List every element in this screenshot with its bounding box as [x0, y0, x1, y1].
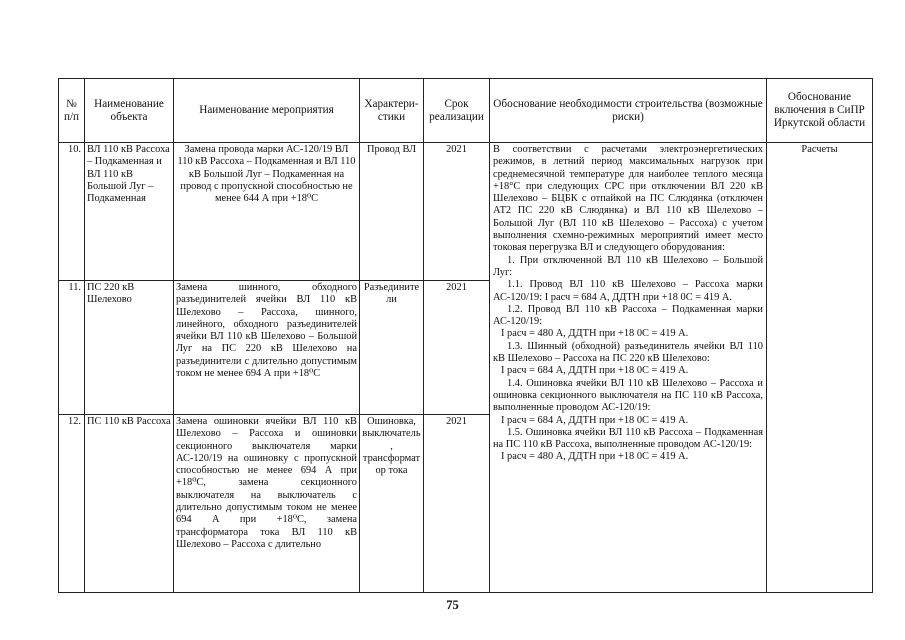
row-object: ПС 220 кВ Шелехово [85, 281, 174, 415]
table-row [59, 143, 873, 281]
basis-paragraph: В соответствии с расчетами электроэнергетических режимов, в летний период максимальных нагрузок при среднемесячной температуре для наиболее теплого месяца +18°С при следующих СРС при отключении ВЛ 220 кВ Шелехово – БЦБК с отпайкой на ПС Слюдянка (отключен АТ2 ПС 220 кВ Слюдянка) и ВЛ 110 кВ Шелехово – Большой Луг (ВЛ 110 кВ Шелехово – Рассоха) с учетом выполнения схемно-режимных мероприятий имеет место токовая перегрузка ВЛ и следующего оборудования: [493, 144, 763, 254]
header-term: Срок реализации [424, 79, 490, 143]
row-term: 2021 [424, 281, 490, 415]
header-inclusion: Обоснование включения в СиПР Иркутской области [767, 79, 873, 143]
header-object: Наименование объекта [85, 79, 174, 143]
row-characteristics: Ошиновка, выключатель , трансформат ор тока [360, 415, 424, 593]
row-inclusion: Расчеты [767, 143, 873, 593]
row-term: 2021 [424, 415, 490, 593]
basis-paragraph: 1.1. Провод ВЛ 110 кВ Шелехово – Рассоха марки АС-120/19: I расч = 684 А, ДДТН при +18 0С = 419 А. [493, 279, 763, 303]
header-measure: Наименование мероприятия [174, 79, 360, 143]
basis-paragraph: I расч = 684 А, ДДТН при +18 0С = 419 А. [501, 414, 689, 426]
row-characteristics: Провод ВЛ [360, 143, 424, 281]
basis-paragraph: 1. При отключенной ВЛ 110 кВ Шелехово – Большой Луг: [493, 254, 763, 278]
basis-text [493, 144, 763, 464]
basis-paragraph: 1.3. Шинный (обходной) разъединитель ячейки ВЛ 110 кВ Шелехово – Рассоха на ПС 220 кВ Шелехово: [493, 340, 763, 365]
table-header-row [59, 79, 873, 143]
basis-paragraph: 1.5. Ошиновка ячейки ВЛ 110 кВ Рассоха – Подкаменная на ПС 110 кВ Рассоха, выполненные проводом АС-120/19: [493, 426, 763, 451]
row-measure: Замена провода марки АС-120/19 ВЛ 110 кВ Рассоха – Подкаменная и ВЛ 110 кВ Большой Луг – Подкаменная на провод с пропускной способностью не менее 644 А при +18⁰С [174, 143, 360, 281]
basis-paragraph: 1.2. Провод ВЛ 110 кВ Рассоха – Подкаменная марки АС-120/19: [493, 303, 763, 328]
basis-paragraph: I расч = 480 А, ДДТН при +18 0С = 419 А. [501, 451, 689, 463]
row-object: ВЛ 110 кВ Рассоха – Подкаменная и ВЛ 110 кВ Большой Луг – Подкаменная [85, 143, 174, 281]
header-basis: Обоснование необходимости строительства (возможные риски) [490, 79, 767, 143]
basis-paragraph: I расч = 480 А, ДДТН при +18 0С = 419 А. [501, 328, 689, 340]
row-characteristics: Разъедините ли [360, 281, 424, 415]
row-number: 12. [59, 415, 85, 593]
row-number: 11. [59, 281, 85, 415]
measures-table [58, 78, 873, 593]
row-object: ПС 110 кВ Рассоха [85, 415, 174, 593]
row-measure: Замена ошиновки ячейки ВЛ 110 кВ Шелехово – Рассоха и ошиновки секционного выключателя марки АС-120/19 на ошиновку с пропускной способностью не менее 694 А при +18⁰С, замена секционного выключателя на выключатель с длительно допустимым током не менее 694 А при +18⁰С, замена трансформатора тока ВЛ 110 кВ Шелехово – Рассоха с длительно [174, 415, 360, 593]
row-measure: Замена шинного, обходного разъединителей ячейки ВЛ 110 кВ Шелехово – Рассоха, шинного, линейного, обходного разъединителей ячейки ВЛ 110 кВ Шелехово – Большой Луг на ПС 220 кВ Шелехово на разъединители с длительно допустимым током не менее 694 А при +18⁰С [174, 281, 360, 415]
header-num: № п/п [59, 79, 85, 143]
page-number: 75 [446, 598, 459, 612]
row-number: 10. [59, 143, 85, 281]
basis-paragraph: I расч = 684 А, ДДТН при +18 0С = 419 А. [501, 365, 689, 377]
header-characteristics: Характери-стики [360, 79, 424, 143]
basis-paragraph: 1.4. Ошиновка ячейки ВЛ 110 кВ Шелехово – Рассоха и ошиновка секционного выключателя на ПС 110 кВ Рассоха, выполненные проводом АС-120/19: [493, 377, 763, 414]
basis-cell [490, 143, 767, 593]
row-term: 2021 [424, 143, 490, 281]
